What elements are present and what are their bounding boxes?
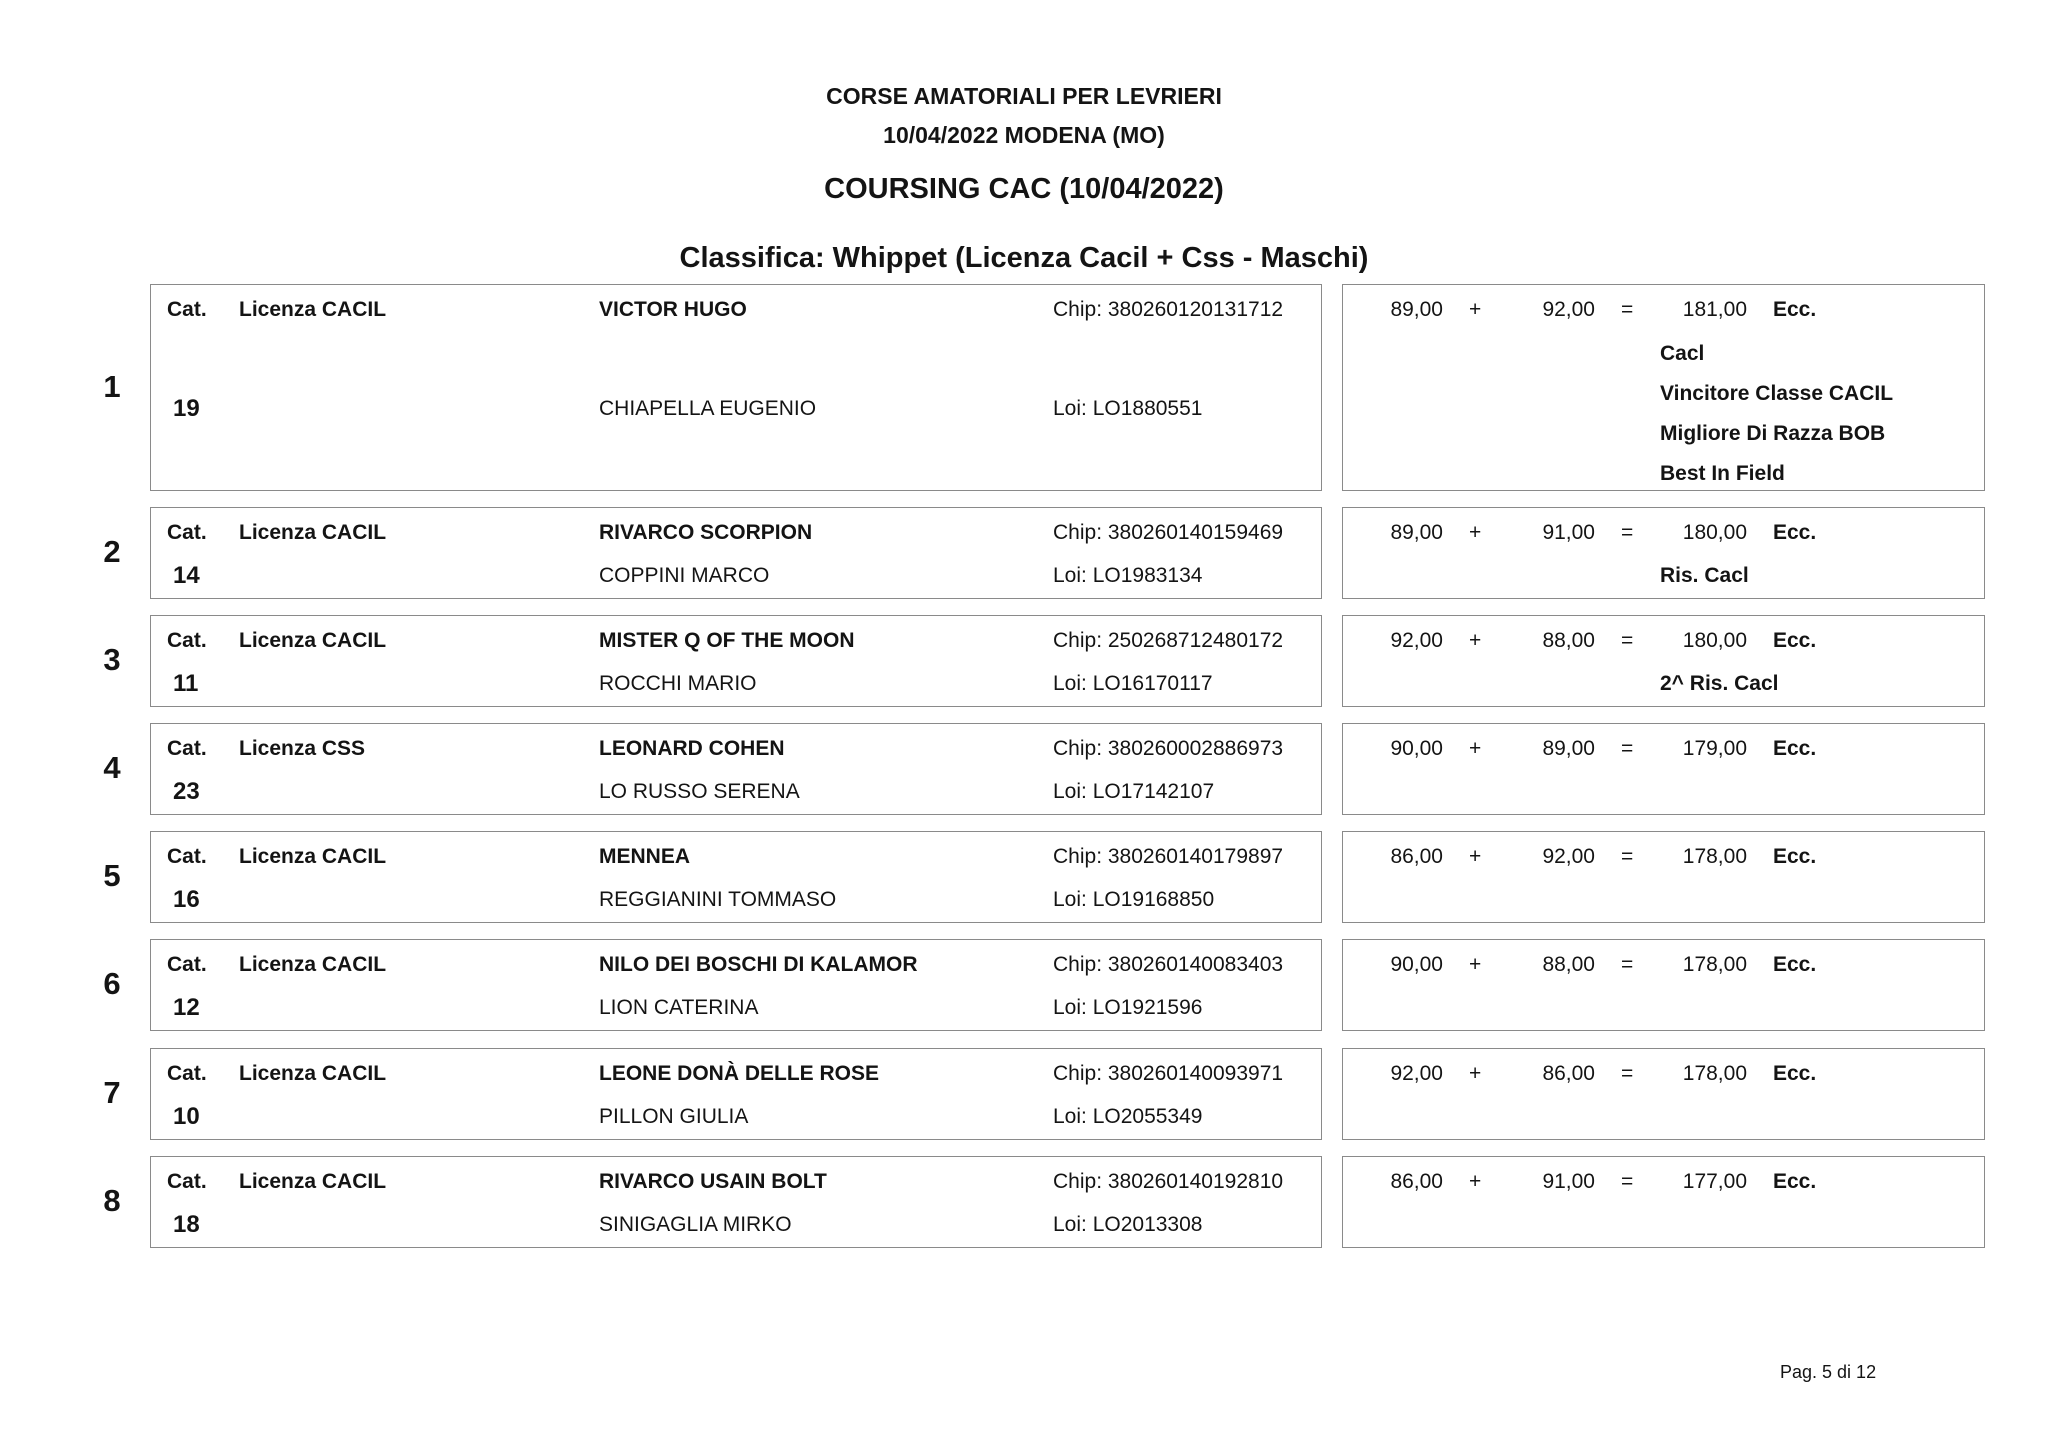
- plus-sign: +: [1469, 629, 1482, 652]
- chip-code: Chip: 380260140192810: [1053, 1170, 1284, 1193]
- entry-score-box: [1342, 939, 1985, 1031]
- owner-name: PILLON GIULIA: [599, 1105, 749, 1128]
- chip-code: Chip: 380260140093971: [1053, 1062, 1284, 1085]
- license-label: Licenza CACIL: [239, 845, 387, 868]
- license-label: Licenza CACIL: [239, 629, 387, 652]
- equals-sign: =: [1621, 953, 1634, 976]
- dog-name: LEONE DONÀ DELLE ROSE: [599, 1062, 880, 1085]
- plus-sign: +: [1469, 521, 1482, 544]
- owner-name: REGGIANINI TOMMASO: [599, 888, 837, 911]
- total-score: 180,00: [1682, 629, 1747, 652]
- plus-sign: +: [1469, 1062, 1482, 1085]
- total-score: 181,00: [1682, 298, 1747, 321]
- score-2: 88,00: [1542, 953, 1595, 976]
- owner-name: SINIGAGLIA MIRKO: [599, 1213, 792, 1236]
- license-label: Licenza CACIL: [239, 298, 387, 321]
- rank-number: 1: [103, 368, 121, 404]
- dog-name: MISTER Q OF THE MOON: [599, 629, 855, 652]
- award-label: Migliore Di Razza BOB: [1660, 422, 1886, 445]
- award-label: Vincitore Classe CACIL: [1660, 382, 1894, 405]
- loi-code: Loi: LO19168850: [1053, 888, 1215, 911]
- entry-score-box: [1342, 507, 1985, 599]
- qualification: Ecc.: [1773, 845, 1817, 868]
- chip-code: Chip: 380260140159469: [1053, 521, 1284, 544]
- cat-label: Cat.: [167, 298, 207, 321]
- chip-code: Chip: 380260002886973: [1053, 737, 1284, 760]
- dog-name: RIVARCO SCORPION: [599, 521, 813, 544]
- score-1: 86,00: [1390, 845, 1443, 868]
- entry-number: 23: [173, 778, 200, 805]
- cat-label: Cat.: [167, 521, 207, 544]
- chip-code: Chip: 250268712480172: [1053, 629, 1284, 652]
- entry-info-box: [150, 284, 1322, 491]
- dog-name: VICTOR HUGO: [599, 298, 747, 321]
- owner-name: COPPINI MARCO: [599, 564, 770, 587]
- score-1: 92,00: [1390, 1062, 1443, 1085]
- qualification: Ecc.: [1773, 737, 1817, 760]
- qualification: Ecc.: [1773, 298, 1817, 321]
- chip-code: Chip: 380260120131712: [1053, 298, 1284, 321]
- score-2: 91,00: [1542, 521, 1595, 544]
- rank-number: 6: [103, 966, 121, 1001]
- equals-sign: =: [1621, 1062, 1634, 1085]
- entry-score-box: [1342, 831, 1985, 923]
- qualification: Ecc.: [1773, 521, 1817, 544]
- plus-sign: +: [1469, 953, 1482, 976]
- equals-sign: =: [1621, 845, 1634, 868]
- qualification: Ecc.: [1773, 629, 1817, 652]
- dog-name: RIVARCO USAIN BOLT: [599, 1170, 827, 1193]
- plus-sign: +: [1469, 845, 1482, 868]
- dog-name: MENNEA: [599, 845, 691, 868]
- score-2: 89,00: [1542, 737, 1595, 760]
- award-label: Best In Field: [1660, 462, 1785, 485]
- entry-info-box: [150, 831, 1322, 923]
- entry-number: 18: [173, 1211, 200, 1238]
- total-score: 177,00: [1682, 1170, 1747, 1193]
- award-label: Cacl: [1660, 342, 1705, 365]
- license-label: Licenza CACIL: [239, 1062, 387, 1085]
- rank-number: 4: [103, 750, 121, 785]
- page-number: Pag. 5 di 12: [1780, 1362, 1877, 1382]
- event-title: COURSING CAC (10/04/2022): [824, 173, 1224, 205]
- qualification: Ecc.: [1773, 1062, 1817, 1085]
- qualification: Ecc.: [1773, 1170, 1817, 1193]
- entry-score-box: [1342, 1048, 1985, 1140]
- score-1: 92,00: [1390, 629, 1443, 652]
- cat-label: Cat.: [167, 1062, 207, 1085]
- license-label: Licenza CSS: [239, 737, 366, 760]
- loi-code: Loi: LO17142107: [1053, 780, 1215, 803]
- classification-title: Classifica: Whippet (Licenza Cacil + Css - Maschi): [679, 242, 1369, 274]
- total-score: 178,00: [1682, 845, 1747, 868]
- equals-sign: =: [1621, 298, 1634, 321]
- score-2: 88,00: [1542, 629, 1595, 652]
- license-label: Licenza CACIL: [239, 521, 387, 544]
- rank-number: 3: [103, 642, 121, 677]
- loi-code: Loi: LO16170117: [1053, 672, 1213, 695]
- owner-name: LION CATERINA: [599, 996, 759, 1019]
- loi-code: Loi: LO1880551: [1053, 397, 1203, 420]
- score-2: 91,00: [1542, 1170, 1595, 1193]
- chip-code: Chip: 380260140083403: [1053, 953, 1284, 976]
- rank-number: 5: [103, 858, 121, 893]
- cat-label: Cat.: [167, 845, 207, 868]
- equals-sign: =: [1621, 1170, 1634, 1193]
- plus-sign: +: [1469, 298, 1482, 321]
- cat-label: Cat.: [167, 953, 207, 976]
- award-label: 2^ Ris. Cacl: [1660, 672, 1779, 695]
- total-score: 180,00: [1682, 521, 1747, 544]
- owner-name: ROCCHI MARIO: [599, 672, 757, 695]
- entry-info-box: [150, 1156, 1322, 1248]
- score-2: 92,00: [1542, 845, 1595, 868]
- equals-sign: =: [1621, 737, 1634, 760]
- equals-sign: =: [1621, 521, 1634, 544]
- rank-number: 2: [103, 534, 121, 569]
- total-score: 179,00: [1682, 737, 1747, 760]
- score-2: 86,00: [1542, 1062, 1595, 1085]
- page-title: CORSE AMATORIALI PER LEVRIERI: [826, 83, 1222, 109]
- entry-number: 11: [173, 670, 199, 697]
- license-label: Licenza CACIL: [239, 1170, 387, 1193]
- rank-number: 7: [103, 1075, 121, 1110]
- cat-label: Cat.: [167, 737, 207, 760]
- entry-info-box: [150, 507, 1322, 599]
- entry-score-box: [1342, 615, 1985, 707]
- owner-name: CHIAPELLA EUGENIO: [599, 397, 817, 420]
- award-label: Ris. Cacl: [1660, 564, 1749, 587]
- entry-number: 12: [173, 994, 200, 1021]
- loi-code: Loi: LO1983134: [1053, 564, 1203, 587]
- equals-sign: =: [1621, 629, 1634, 652]
- score-1: 89,00: [1390, 521, 1443, 544]
- owner-name: LO RUSSO SERENA: [599, 780, 800, 803]
- cat-label: Cat.: [167, 1170, 207, 1193]
- entry-number: 16: [173, 886, 200, 913]
- entry-score-box: [1342, 284, 1985, 491]
- entry-number: 19: [173, 395, 200, 422]
- qualification: Ecc.: [1773, 953, 1817, 976]
- loi-code: Loi: LO2055349: [1053, 1105, 1203, 1128]
- score-1: 86,00: [1390, 1170, 1443, 1193]
- loi-code: Loi: LO2013308: [1053, 1213, 1203, 1236]
- entry-info-box: [150, 1048, 1322, 1140]
- license-label: Licenza CACIL: [239, 953, 387, 976]
- entry-score-box: [1342, 1156, 1985, 1248]
- loi-code: Loi: LO1921596: [1053, 996, 1203, 1019]
- cat-label: Cat.: [167, 629, 207, 652]
- rank-number: 8: [103, 1183, 121, 1218]
- entry-info-box: [150, 615, 1322, 707]
- score-2: 92,00: [1542, 298, 1595, 321]
- chip-code: Chip: 380260140179897: [1053, 845, 1284, 868]
- entry-info-box: [150, 939, 1322, 1031]
- score-1: 90,00: [1390, 737, 1443, 760]
- entry-number: 10: [173, 1103, 200, 1130]
- entry-info-box: [150, 723, 1322, 815]
- plus-sign: +: [1469, 737, 1482, 760]
- plus-sign: +: [1469, 1170, 1482, 1193]
- dog-name: NILO DEI BOSCHI DI KALAMOR: [599, 953, 918, 976]
- total-score: 178,00: [1682, 953, 1747, 976]
- total-score: 178,00: [1682, 1062, 1747, 1085]
- date-location: 10/04/2022 MODENA (MO): [883, 122, 1165, 148]
- entry-score-box: [1342, 723, 1985, 815]
- score-1: 89,00: [1390, 298, 1443, 321]
- dog-name: LEONARD COHEN: [599, 737, 785, 760]
- entry-number: 14: [173, 562, 200, 589]
- score-1: 90,00: [1390, 953, 1443, 976]
